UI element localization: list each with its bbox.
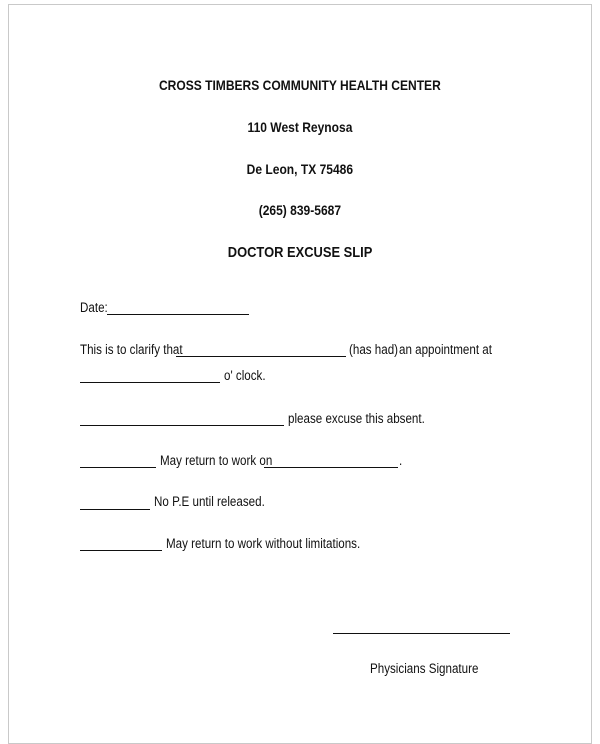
- appointment-at-text: an appointment at: [399, 342, 492, 357]
- org-address: [0, 119, 600, 135]
- please-excuse-text: please excuse this absent.: [288, 411, 425, 426]
- no-pe-check-blank[interactable]: [80, 509, 150, 510]
- org-name-text: CROSS TIMBERS COMMUNITY HEALTH CENTER: [159, 77, 441, 93]
- org-city: [0, 161, 600, 177]
- may-return-nolimit-text: May return to work without limitations.: [166, 536, 361, 551]
- date-blank[interactable]: [107, 314, 249, 315]
- no-pe-text: No P.E until released.: [154, 494, 265, 509]
- date-label: Date:: [80, 300, 108, 315]
- no-limit-check-blank[interactable]: [80, 550, 162, 551]
- has-had-text: (has had): [349, 342, 399, 357]
- absence-date-blank[interactable]: [80, 425, 284, 426]
- form-title-text: DOCTOR EXCUSE SLIP: [227, 244, 373, 261]
- oclock-text: o' clock.: [224, 368, 266, 383]
- org-address-text: 110 West Reynosa: [247, 119, 353, 135]
- period-text: .: [399, 453, 403, 468]
- org-name: [0, 77, 600, 93]
- org-city-text: De Leon, TX 75486: [246, 161, 354, 177]
- signature-blank[interactable]: [333, 633, 510, 634]
- org-phone: [0, 202, 600, 218]
- return-date-blank[interactable]: [264, 467, 398, 468]
- may-return-on-text: May return to work on: [160, 453, 273, 468]
- patient-name-blank[interactable]: [176, 356, 346, 357]
- form-title: [0, 245, 600, 261]
- return-check-blank[interactable]: [80, 467, 156, 468]
- time-blank[interactable]: [80, 382, 220, 383]
- org-phone-text: (265) 839-5687: [258, 202, 342, 218]
- signature-label: Physicians Signature: [370, 661, 479, 676]
- clarify-label: This is to clarify that: [80, 342, 183, 357]
